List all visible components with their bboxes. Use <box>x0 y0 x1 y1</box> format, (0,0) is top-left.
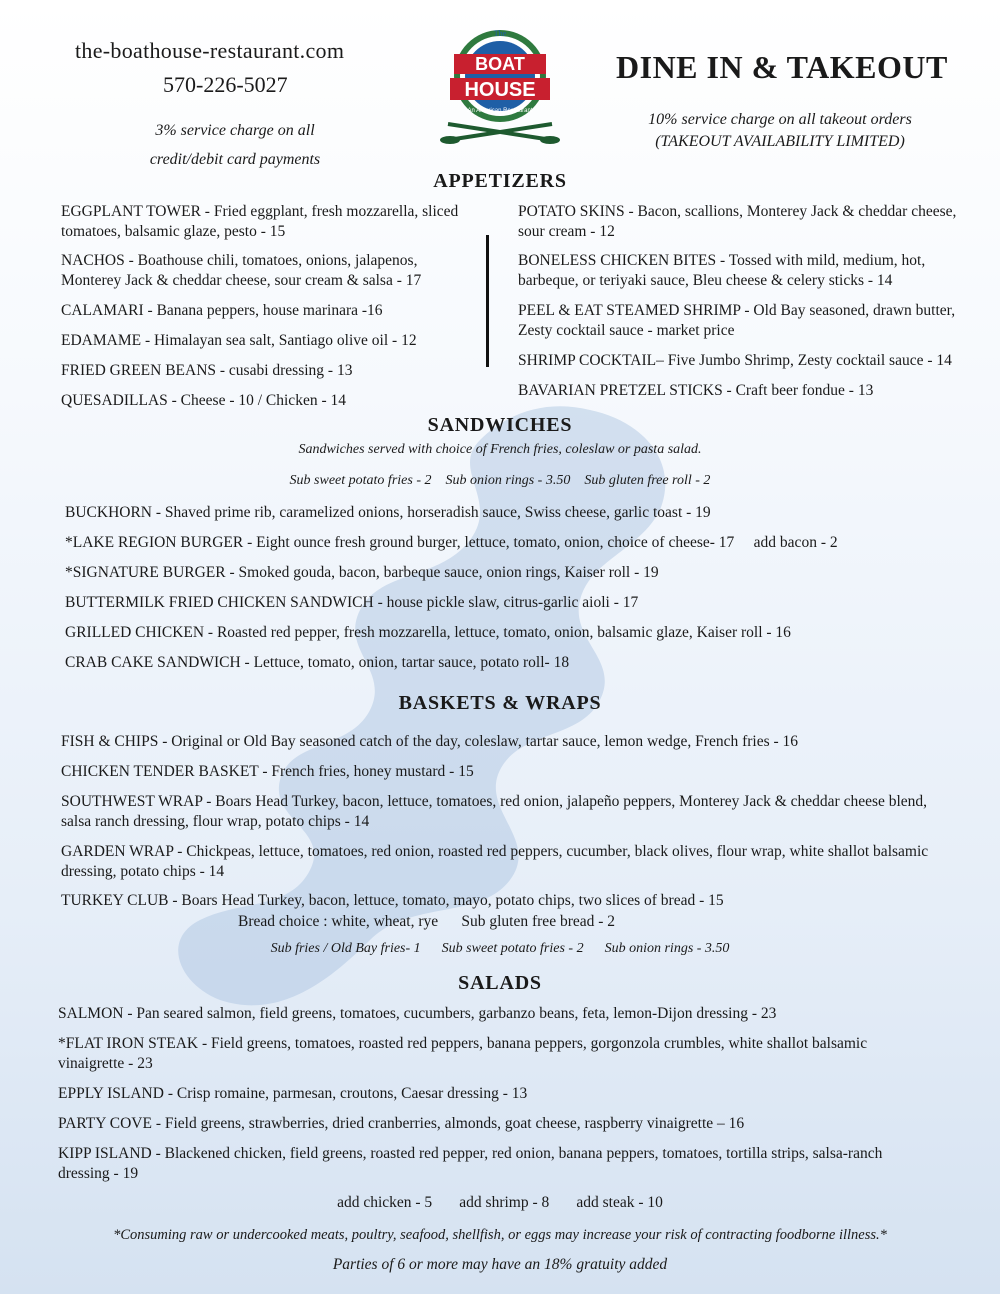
salad-item-2: EPPLY ISLAND - Crisp romaine, parmesan, croutons, Caesar dressing - 13 <box>58 1085 528 1102</box>
sandwich-item-5: CRAB CAKE SANDWICH - Lettuce, tomato, onion, tartar sauce, potato roll- 18 <box>65 654 570 671</box>
column-divider <box>486 235 489 367</box>
logo-boat-text: BOAT <box>475 54 525 74</box>
card-charge-line-2: credit/debit card payments <box>149 151 321 168</box>
salad-item-1: *FLAT IRON STEAK - Field greens, tomatoes, roasted red peppers, banana peppers, gorgonzola crumbles, white shallot balsamic vinaigrette - 23 <box>58 1035 868 1072</box>
salads-heading: SALADS <box>458 972 542 994</box>
basket-item-4: TURKEY CLUB - Boars Head Turkey, bacon, lettuce, tomato, mayo, potato chips, two slices of bread - 15 <box>61 892 724 909</box>
gratuity-note: Parties of 6 or more may have an 18% gratuity added <box>332 1256 668 1273</box>
card-charge-line-1: 3% service charge on all <box>155 122 315 139</box>
sandwich-item-3: BUTTERMILK FRIED CHICKEN SANDWICH - house pickle slaw, citrus-garlic aioli - 17 <box>65 594 639 611</box>
appetizer-right-4: BAVARIAN PRETZEL STICKS - Craft beer fondue - 13 <box>518 382 874 399</box>
appetizer-right-1: BONELESS CHICKEN BITES - Tossed with mild, medium, hot, barbeque, or teriyaki sauce, Bleu cheese & celery sticks - 14 <box>518 252 926 289</box>
basket-item-2: SOUTHWEST WRAP - Boars Head Turkey, bacon, lettuce, tomatoes, red onion, jalapeño peppers, Monterey Jack & cheddar cheese blend, salsa ranch dressing, flour wrap, potato chips - 14 <box>61 793 928 830</box>
sandwiches-sides-note: Sandwiches served with choice of French fries, coleslaw or pasta salad. <box>298 442 702 457</box>
appetizer-left-2: CALAMARI - Banana peppers, house marinara -16 <box>61 302 383 319</box>
basket-item-0: FISH & CHIPS - Original or Old Bay seasoned catch of the day, coleslaw, tartar sauce, lemon wedge, French fries - 16 <box>61 733 799 750</box>
appetizer-right-0: POTATO SKINS - Bacon, scallions, Monterey Jack & cheddar cheese, sour cream - 12 <box>518 203 957 240</box>
appetizer-right-3: SHRIMP COCKTAIL– Five Jumbo Shrimp, Zesty cocktail sauce - 14 <box>518 352 952 369</box>
basket-item-1: CHICKEN TENDER BASKET - French fries, honey mustard - 15 <box>61 763 474 780</box>
sandwich-item-0: BUCKHORN - Shaved prime rib, caramelized onions, horseradish sauce, Swiss cheese, garlic toast - 19 <box>65 504 711 521</box>
appetizer-left-5: QUESADILLAS - Cheese - 10 / Chicken - 14 <box>61 392 346 409</box>
phone-number: 570-226-5027 <box>163 72 288 97</box>
sandwich-item-4: GRILLED CHICKEN - Roasted red pepper, fresh mozzarella, lettuce, tomato, onion, balsamic glaze, Kaiser roll - 16 <box>65 624 791 641</box>
appetizers-heading: APPETIZERS <box>433 170 567 192</box>
salad-item-3: PARTY COVE - Field greens, strawberries, dried cranberries, almonds, goat cheese, raspberry vinaigrette – 16 <box>58 1115 745 1132</box>
baskets-subs-note: Sub fries / Old Bay fries- 1 Sub sweet potato fries - 2 Sub onion rings - 3.50 <box>270 941 730 956</box>
sandwiches-heading: SANDWICHES <box>427 414 573 436</box>
appetizer-left-4: FRIED GREEN BEANS - cusabi dressing - 13 <box>61 362 353 379</box>
salad-item-0: SALMON - Pan seared salmon, field greens, tomatoes, cucumbers, garbanzo beans, feta, lemon-Dijon dressing - 23 <box>58 1005 777 1022</box>
boathouse-logo <box>440 20 560 145</box>
card-charge-note <box>120 116 350 174</box>
baskets-wraps-heading: BASKETS & WRAPS <box>398 692 602 714</box>
sandwich-item-2: *SIGNATURE BURGER - Smoked gouda, bacon, barbeque sauce, onion rings, Kaiser roll - 19 <box>65 564 659 581</box>
salad-addons: add chicken - 5 add shrimp - 8 add steak - 10 <box>337 1194 663 1211</box>
appetizer-left-3: EDAMAME - Himalayan sea salt, Santiago olive oil - 12 <box>61 332 417 349</box>
crossed-oars-icon <box>440 124 560 144</box>
foodborne-illness-warning: *Consuming raw or undercooked meats, poultry, seafood, shellfish, or eggs may increase your risk of contracting foodborne illness.* <box>113 1227 887 1243</box>
sandwiches-subs-note: Sub sweet potato fries - 2 Sub onion rings - 3.50 Sub gluten free roll - 2 <box>289 473 711 488</box>
salad-item-4: KIPP ISLAND - Blackened chicken, field greens, roasted red pepper, red onion, banana peppers, tomatoes, tortilla strips, salsa-ranch dressing - 19 <box>58 1145 883 1182</box>
appetizer-right-2: PEEL & EAT STEAMED SHRIMP - Old Bay seasoned, drawn butter, Zesty cocktail sauce - market price <box>518 302 956 339</box>
sandwich-item-1: *LAKE REGION BURGER - Eight ounce fresh ground burger, lettuce, tomato, onion, choice of cheese- 17 add bacon - 2 <box>65 534 838 551</box>
takeout-note-line-2: (TAKEOUT AVAILABILITY LIMITED) <box>655 133 905 150</box>
logo-the-text: The <box>493 29 507 38</box>
takeout-note-line-1: 10% service charge on all takeout orders <box>648 111 912 128</box>
website-text: the-boathouse-restaurant.com <box>75 38 345 63</box>
appetizer-left-0: EGGPLANT TOWER - Fried eggplant, fresh mozzarella, sliced tomatoes, balsamic glaze, pesto - 15 <box>61 203 459 240</box>
bread-choice-note: Bread choice : white, wheat, rye Sub gluten free bread - 2 <box>238 913 616 930</box>
appetizer-left-1: NACHOS - Boathouse chili, tomatoes, onions, jalapenos, Monterey Jack & cheddar cheese, sour cream & salsa - 17 <box>61 252 422 289</box>
basket-item-3: GARDEN WRAP - Chickpeas, lettuce, tomatoes, red onion, roasted red peppers, cucumber, black olives, flour wrap, white shallot balsamic dressing, potato chips - 14 <box>61 843 929 880</box>
logo-house-text: HOUSE <box>464 79 536 101</box>
dine-in-takeout-title: DINE IN & TAKEOUT <box>616 49 948 85</box>
logo-tagline-text: An American Restaurant <box>467 108 533 114</box>
takeout-note <box>600 109 960 153</box>
